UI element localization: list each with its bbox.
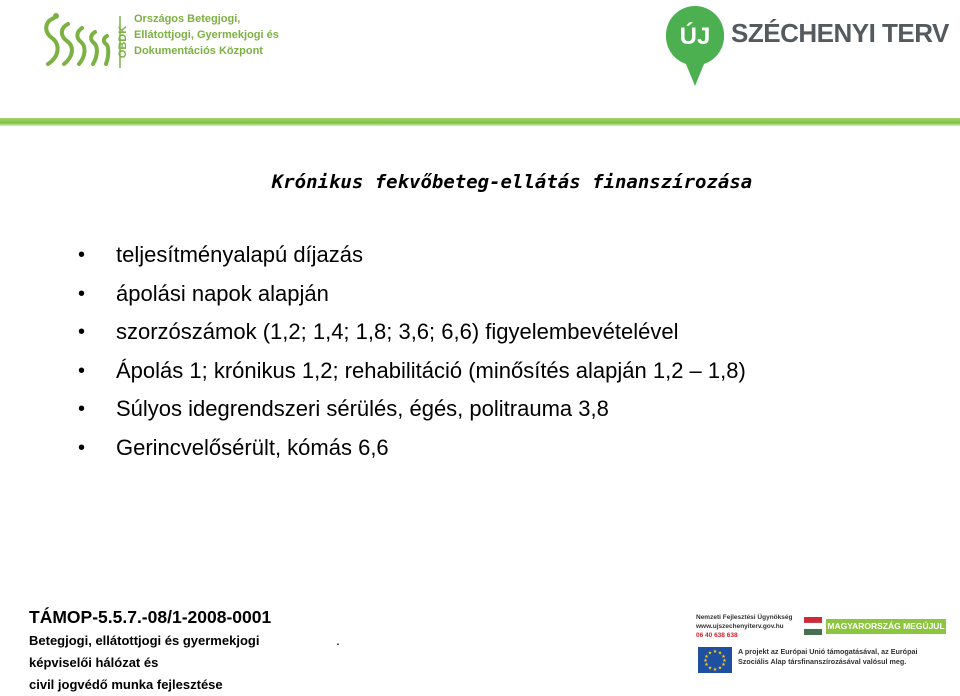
obdk-line: Ellátottjogi, Gyermekjogi és (134, 29, 279, 41)
magyarorszag-megujul-badge: MAGYARORSZÁG MEGÚJUL (826, 619, 946, 634)
header (0, 0, 960, 130)
bullet-item (76, 236, 746, 275)
nfu-phone: 06 40 638 638 (696, 632, 738, 639)
bullet-dot: • (78, 436, 86, 459)
svg-text:★: ★ (721, 662, 726, 668)
footer-dot: . (336, 632, 340, 648)
svg-text:★: ★ (717, 665, 723, 672)
bullet-dot: • (78, 321, 86, 343)
project-line: civil jogvédő munka fejlesztése (29, 677, 223, 692)
svg-text:★: ★ (703, 658, 708, 664)
obdk-line: Dokumentációs Központ (134, 45, 263, 57)
svg-text:★: ★ (704, 654, 709, 660)
eu-funding-note (738, 647, 917, 667)
project-line: Betegjogi, ellátottjogi és gyermekjogi (29, 633, 260, 648)
bullet-item (76, 313, 746, 352)
bullet-item (76, 429, 746, 468)
bullet-text: szorzószámok (1,2; 1,4; 1,8; 3,6; 6,6) figyelembevételével (116, 319, 679, 344)
svg-text:★: ★ (712, 667, 718, 673)
svg-text:★: ★ (704, 662, 709, 668)
bullet-dot: • (78, 244, 86, 266)
bullet-item (76, 390, 746, 429)
obdk-name (134, 11, 279, 59)
svg-text:★: ★ (721, 654, 726, 660)
szechenyi-terv-logo-icon (664, 4, 726, 88)
funding-logos (688, 603, 954, 683)
bullet-text: Ápolás 1; krónikus 1,2; rehabilitáció (minősítés alapján 1,2 – 1,8) (116, 357, 746, 383)
svg-text:★: ★ (722, 658, 727, 664)
bullet-text: Súlyos idegrendszeri sérülés, égés, politrauma 3,8 (116, 396, 609, 421)
svg-text:★: ★ (707, 650, 713, 657)
project-line: képviselői hálózat és (29, 655, 159, 670)
footer-project-info (29, 604, 271, 696)
obdk-initials: OBDK (117, 25, 129, 59)
bullet-list (76, 236, 746, 467)
eu-note-line: A projekt az Európai Unió támogatásával, az Európai (738, 647, 918, 656)
szechenyi-mark-text: ÚJ (679, 23, 711, 50)
bullet-text: teljesítményalapú díjazás (116, 242, 364, 267)
obdk-logo-icon (40, 10, 132, 72)
eu-note-line: Szociális Alap társfinanszírozásával valósul meg. (738, 657, 907, 666)
svg-text:★: ★ (712, 649, 718, 655)
bullet-dot: • (78, 359, 86, 382)
bullet-item (76, 275, 746, 314)
szechenyi-terv-name: SZÉCHENYI TERV (731, 18, 949, 48)
hungarian-flag-icon (804, 617, 822, 635)
header-green-band (0, 118, 960, 126)
bullet-dot: • (78, 398, 86, 420)
bullet-dot: • (78, 282, 86, 305)
eu-flag-icon (698, 647, 732, 673)
obdk-line: Országos Betegjogi, (134, 13, 241, 25)
bullet-item (76, 352, 746, 391)
bullet-text: ápolási napok alapján (116, 280, 329, 306)
nfu-info (696, 613, 792, 640)
bullet-text: Gerincvelősérült, kómás 6,6 (116, 434, 389, 460)
svg-text:★: ★ (717, 650, 723, 657)
svg-text:★: ★ (707, 665, 713, 672)
slide-title: Krónikus fekvőbeteg-ellátás finanszírozása (271, 171, 753, 193)
project-code: TÁMOP-5.5.7.-08/1-2008-0001 (29, 607, 272, 627)
nfu-web: www.ujszechenyiterv.gov.hu (696, 623, 784, 630)
nfu-name: Nemzeti Fejlesztési Ügynökség (696, 614, 793, 621)
